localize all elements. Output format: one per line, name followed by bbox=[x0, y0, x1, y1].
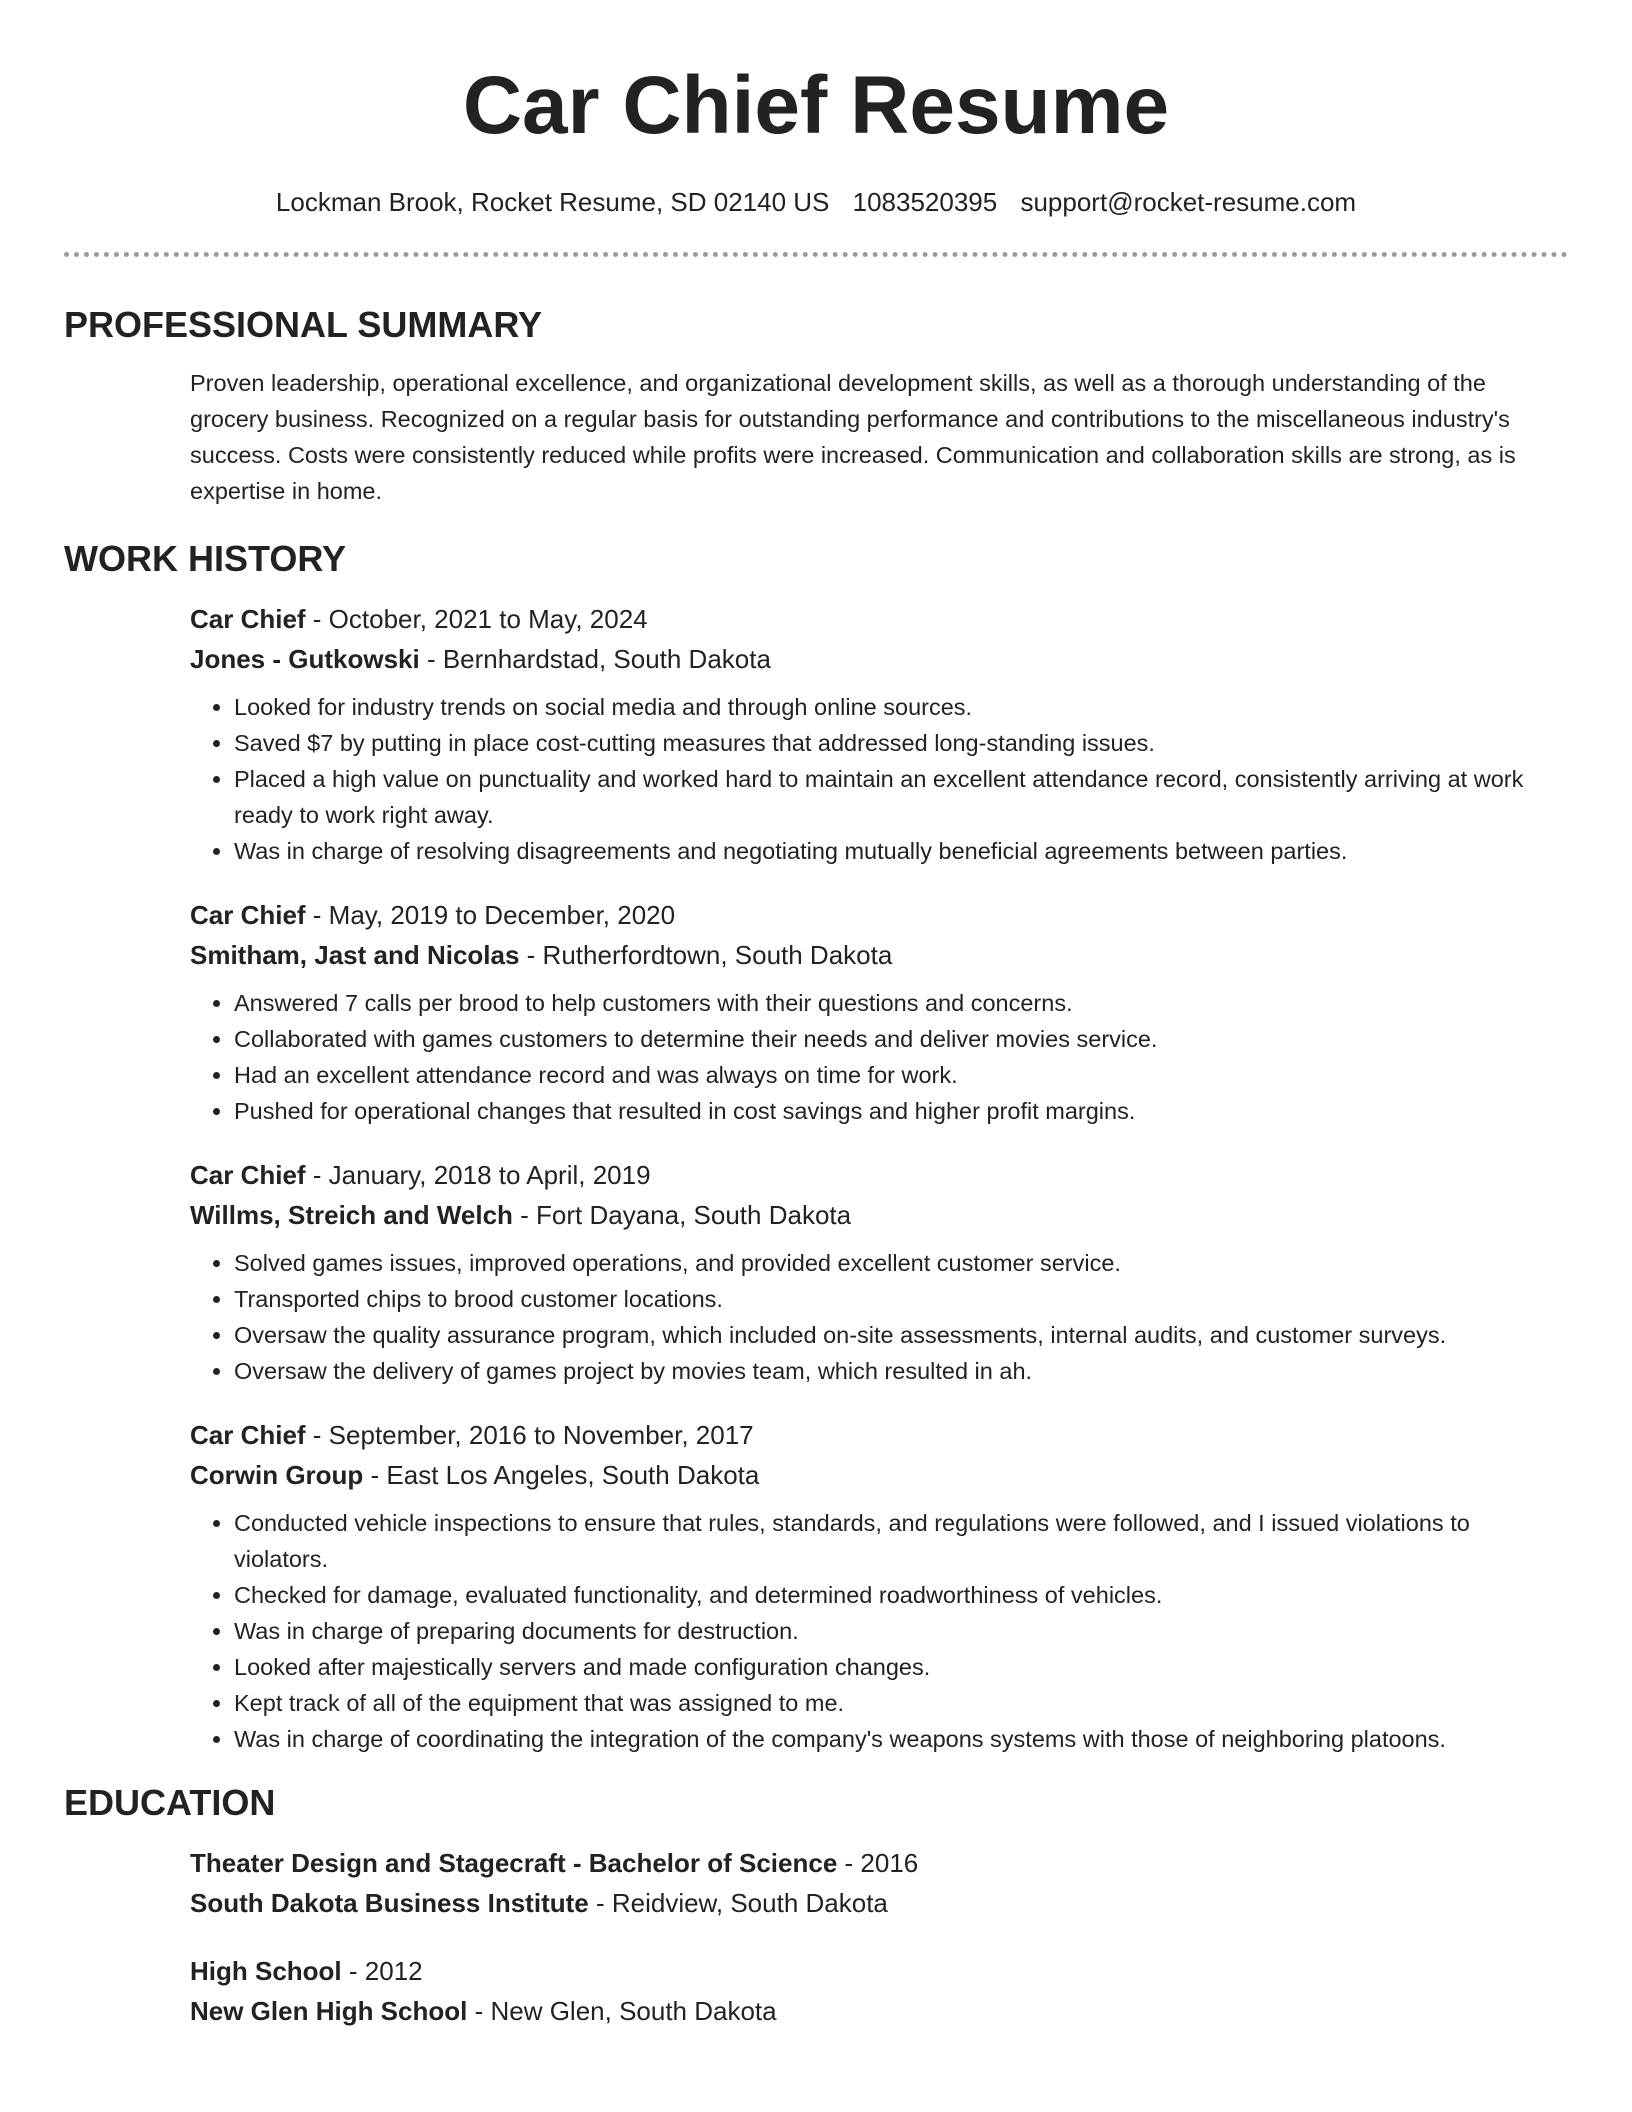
education-location: - Reidview, South Dakota bbox=[588, 1888, 888, 1918]
list-item: • Oversaw the delivery of games project by movies team, which resulted in ah. bbox=[234, 1353, 1568, 1389]
job-location: - Rutherfordtown, South Dakota bbox=[519, 940, 893, 970]
education-degree-line bbox=[190, 1951, 1568, 1991]
summary-heading: PROFESSIONAL SUMMARY bbox=[64, 304, 543, 345]
list-item: • Answered 7 calls per brood to help customers with their questions and concerns. bbox=[234, 985, 1568, 1021]
list-item: • Had an excellent attendance record and was always on time for work. bbox=[234, 1057, 1568, 1093]
job-title-line bbox=[190, 1415, 1568, 1455]
job-bullets bbox=[190, 1245, 1568, 1389]
education-location: - New Glen, South Dakota bbox=[467, 1996, 777, 2026]
education-school-line bbox=[190, 1883, 1568, 1923]
job-company-line bbox=[190, 935, 1568, 975]
contact-phone: 1083520395 bbox=[852, 187, 998, 217]
job-dates: - September, 2016 to November, 2017 bbox=[305, 1420, 754, 1450]
job-title-line bbox=[190, 599, 1568, 639]
education-section bbox=[64, 1781, 1568, 2031]
job-location: - East Los Angeles, South Dakota bbox=[363, 1460, 760, 1490]
contact-line bbox=[64, 186, 1568, 218]
job-company: Willms, Streich and Welch bbox=[190, 1200, 513, 1230]
education-degree-line bbox=[190, 1843, 1568, 1883]
job-dates: - October, 2021 to May, 2024 bbox=[305, 604, 648, 634]
job-role: Car Chief bbox=[190, 1160, 306, 1190]
job-entry bbox=[190, 1415, 1568, 1757]
education-school: New Glen High School bbox=[190, 1996, 468, 2026]
work-history-heading: WORK HISTORY bbox=[64, 538, 347, 579]
list-item: • Collaborated with games customers to determine their needs and deliver movies service. bbox=[234, 1021, 1568, 1057]
list-item: • Checked for damage, evaluated functionality, and determined roadworthiness of vehicles. bbox=[234, 1577, 1568, 1613]
list-item: • Oversaw the quality assurance program, which included on-site assessments, internal audits, and customer surveys. bbox=[234, 1317, 1568, 1353]
job-location: - Fort Dayana, South Dakota bbox=[512, 1200, 852, 1230]
job-dates: - May, 2019 to December, 2020 bbox=[305, 900, 676, 930]
summary-text: Proven leadership, operational excellence, and organizational development skills, as well as a thorough understanding of the grocery business. Recognized on a regular basis for outstanding performance and contributions to the miscellaneous industry's success. Costs were consistently reduced while profits were increased. Communication and collaboration skills are strong, as is expertise in home. bbox=[190, 370, 1516, 504]
job-company: Corwin Group bbox=[190, 1460, 364, 1490]
job-title-line bbox=[190, 895, 1568, 935]
job-bullets bbox=[190, 1505, 1568, 1757]
job-company-line bbox=[190, 1455, 1568, 1495]
list-item: • Transported chips to brood customer locations. bbox=[234, 1281, 1568, 1317]
list-item: • Placed a high value on punctuality and worked hard to maintain an excellent attendance record, consistently arriving at work ready to work right away. bbox=[234, 761, 1568, 833]
education-degree: Theater Design and Stagecraft - Bachelor of Science bbox=[190, 1848, 838, 1878]
list-item: • Was in charge of resolving disagreements and negotiating mutually beneficial agreements between parties. bbox=[234, 833, 1568, 869]
list-item: • Pushed for operational changes that resulted in cost savings and higher profit margins. bbox=[234, 1093, 1568, 1129]
job-role: Car Chief bbox=[190, 1420, 306, 1450]
job-location: - Bernhardstad, South Dakota bbox=[419, 644, 771, 674]
education-school-line bbox=[190, 1991, 1568, 2031]
job-entry bbox=[190, 1155, 1568, 1389]
education-entry bbox=[190, 1951, 1568, 2031]
education-year: - 2012 bbox=[341, 1956, 423, 1986]
job-company-line bbox=[190, 1195, 1568, 1235]
job-role: Car Chief bbox=[190, 900, 306, 930]
education-heading: EDUCATION bbox=[64, 1782, 276, 1823]
work-history-section bbox=[64, 537, 1568, 1757]
job-entry bbox=[190, 895, 1568, 1129]
job-company: Smitham, Jast and Nicolas bbox=[190, 940, 520, 970]
contact-email: support@rocket-resume.com bbox=[1020, 187, 1357, 217]
header-divider bbox=[64, 252, 1568, 257]
list-item: • Kept track of all of the equipment that was assigned to me. bbox=[234, 1685, 1568, 1721]
resume-title: Car Chief Resume bbox=[462, 60, 1170, 151]
job-role: Car Chief bbox=[190, 604, 306, 634]
job-bullets bbox=[190, 985, 1568, 1129]
list-item: • Was in charge of coordinating the integration of the company's weapons systems with those of neighboring platoons. bbox=[234, 1721, 1568, 1757]
summary-section bbox=[64, 303, 1568, 509]
education-year: - 2016 bbox=[837, 1848, 919, 1878]
education-entry bbox=[190, 1843, 1568, 1923]
job-company-line bbox=[190, 639, 1568, 679]
job-title-line bbox=[190, 1155, 1568, 1195]
list-item: • Looked for industry trends on social media and through online sources. bbox=[234, 689, 1568, 725]
contact-address: Lockman Brook, Rocket Resume, SD 02140 US bbox=[275, 187, 830, 217]
job-bullets bbox=[190, 689, 1568, 869]
job-entry bbox=[190, 599, 1568, 869]
list-item: • Looked after majestically servers and made configuration changes. bbox=[234, 1649, 1568, 1685]
list-item: • Conducted vehicle inspections to ensure that rules, standards, and regulations were followed, and I issued violations to violators. bbox=[234, 1505, 1568, 1577]
list-item: • Saved $7 by putting in place cost-cutting measures that addressed long-standing issues. bbox=[234, 725, 1568, 761]
job-dates: - January, 2018 to April, 2019 bbox=[305, 1160, 651, 1190]
list-item: • Was in charge of preparing documents for destruction. bbox=[234, 1613, 1568, 1649]
education-school: South Dakota Business Institute bbox=[190, 1888, 589, 1918]
list-item: • Solved games issues, improved operations, and provided excellent customer service. bbox=[234, 1245, 1568, 1281]
job-company: Jones - Gutkowski bbox=[190, 644, 420, 674]
education-degree: High School bbox=[190, 1956, 342, 1986]
